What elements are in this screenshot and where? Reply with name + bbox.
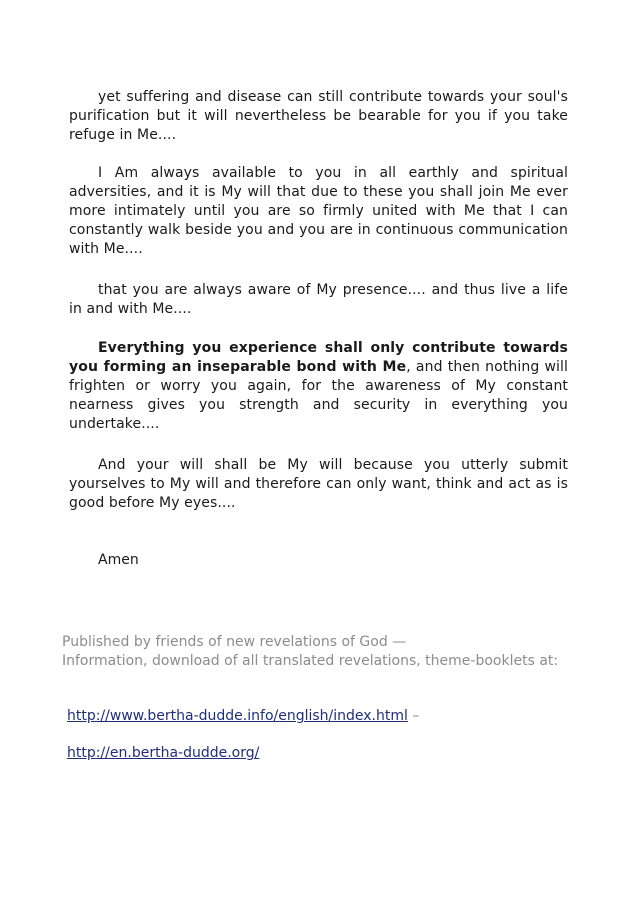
closing-amen: Amen (98, 552, 139, 568)
link-line-1 (67, 707, 419, 726)
paragraph-presence: that you are always aware of My presence.... and thus live a life in and with Me.... (69, 282, 568, 317)
link-separator: – (407, 708, 420, 724)
bertha-dudde-org-link[interactable]: http://en.bertha-dudde.org/ (67, 745, 260, 761)
publisher-line: Published by friends of new revelations of God — (62, 634, 407, 650)
paragraph-available: I Am always available to you in all earthly and spiritual adversities, and it is My will that due to these you shall join Me ever more intimately until you are so firmly united with Me that I can constantly walk beside you and you are in continuous communication with Me.... (69, 165, 568, 257)
paragraph-your-will: And your will shall be My will because you utterly submit yourselves to My will and therefore can only want, think and act as is good before My eyes.... (69, 457, 568, 511)
paragraph-inseparable-bond (69, 339, 568, 434)
paragraph-suffering: yet suffering and disease can still contribute towards your soul's purification but it will nevertheless be bearable for you if you take refuge in Me.... (69, 89, 568, 143)
bold-statement: Everything you experience shall only contribute towards you forming an inseparable bond with Me (69, 340, 568, 375)
link-line-2 (67, 744, 259, 763)
paragraph-inseparable-bond-rest: , and then nothing will frighten or worry you again, for the awareness of My constant nearness gives you strength and security in everything you undertake.... (69, 359, 568, 432)
download-info-line: Information, download of all translated revelations, theme-booklets at: (62, 653, 559, 669)
bertha-dudde-info-link[interactable]: http://www.bertha-dudde.info/english/index.html (67, 708, 408, 724)
publisher-note (62, 633, 602, 671)
